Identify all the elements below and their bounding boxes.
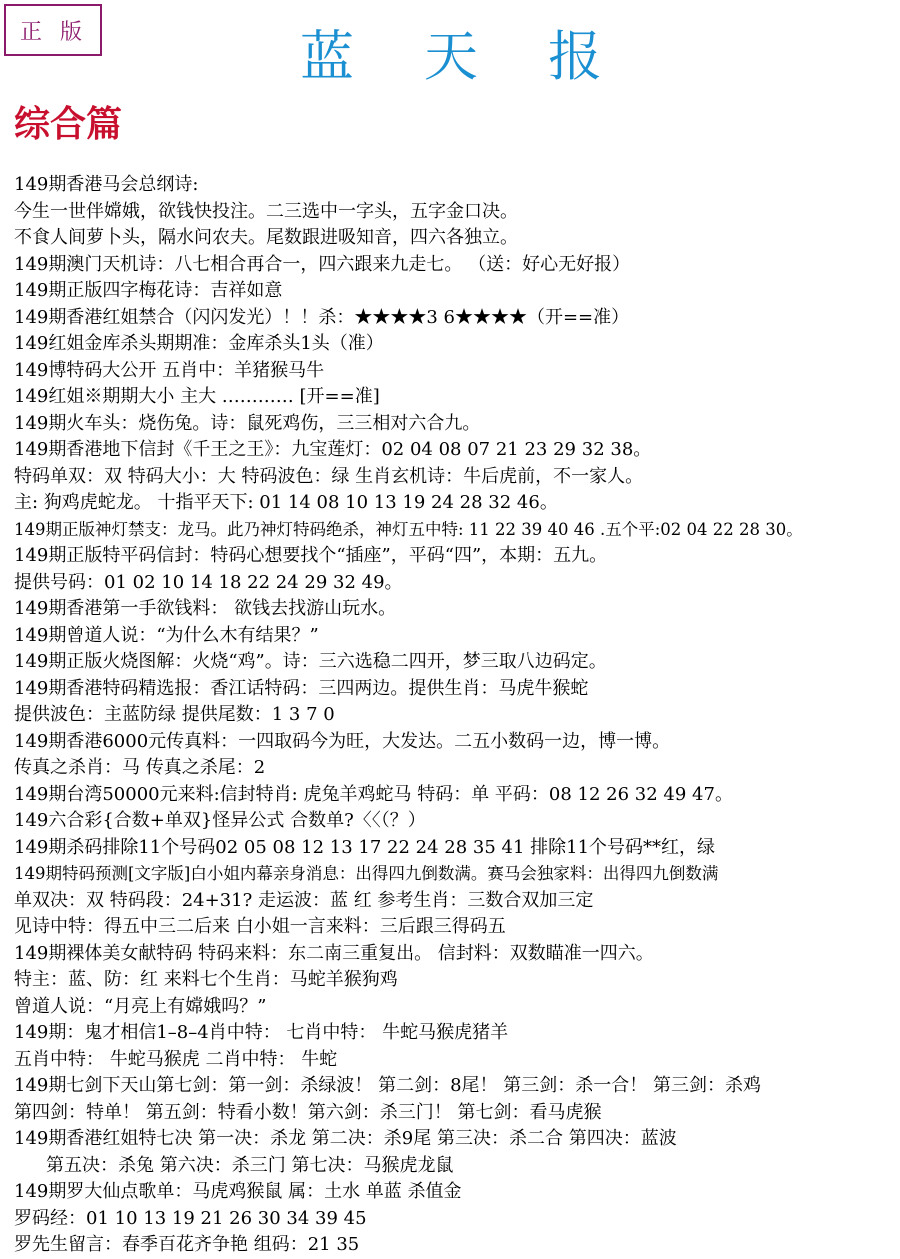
text-line: 149期正版特平码信封：特码心想要找个“插座”，平码“四”，本期：五九。: [14, 545, 608, 566]
text-line: 不食人间萝卜头，隔水问农夫。尾数跟进吸知音，四六各独立。: [14, 227, 518, 248]
text-line: 第五决：杀兔 第六决：杀三门 第七决：马猴虎龙鼠: [46, 1154, 454, 1176]
text-line: 149期特码预测[文字版]白小姐内幕亲身消息：出得四九倒数满。赛马会独家料：出得四九倒数满: [14, 864, 719, 883]
text-line: 149期正版神灯禁支：龙马。此乃神灯特码绝杀，神灯五中特: 11 22 39 40 46 .五个平:02 04 22 28 30。: [14, 519, 803, 539]
text-line: 149期火车头：烧伤兔。诗：鼠死鸡伤，三三相对六合九。: [14, 412, 481, 434]
text-line: 见诗中特：得五中三二后来 白小姐一言来料：三后跟三得码五: [14, 916, 506, 937]
text-line: 149红姐※期期大小 主大 ………… [开==准]: [14, 386, 380, 407]
text-line: 149期台湾50000元来料:信封特肖: 虎兔羊鸡蛇马 特码：单 平码：08 12 26 32 49 47。: [14, 783, 733, 805]
text-line: 单双决：双 特码段：24+31? 走运波：蓝 红 参考生肖：三数合双加三定: [14, 889, 594, 911]
text-line: 罗码经：01 10 13 19 21 26 30 34 39 45: [14, 1207, 367, 1229]
text-line: 149期杀码排除11个号码02 05 08 12 13 17 22 24 28 35 41 排除11个号码**红，绿: [14, 836, 716, 858]
text-line: 149期七剑下天山第七剑：第一剑：杀绿波！ 第二剑：8尾！ 第三剑：杀一合！ 第三剑：杀鸡: [14, 1075, 761, 1096]
text-line: 149期正版火烧图解：火烧“鸡”。诗：三六选稳二四开，梦三取八边码定。: [14, 651, 607, 672]
text-line: 特主：蓝、防：红 来料七个生肖：马蛇羊猴狗鸡: [14, 969, 398, 990]
text-line: 149期裸体美女献特码 特码来料：东二南三重复出。 信封料：双数瞄准一四六。: [14, 942, 654, 964]
text-line: 提供号码：01 02 10 14 18 22 24 29 32 49。: [14, 571, 403, 593]
text-line: 149期正版四字梅花诗：吉祥如意: [14, 280, 283, 301]
text-line: 提供波色：主蓝防绿 提供尾数：1 3 7 0: [14, 704, 335, 725]
text-line: 149期香港第一手欲钱料： 欲钱去找游山玩水。: [14, 598, 397, 619]
text-line: 第四剑：特单！ 第五剑：特看小数！第六剑：杀三门！ 第七剑：看马虎猴: [14, 1101, 602, 1123]
text-line: 特码单双：双 特码大小：大 特码波色：绿 生肖玄机诗：牛后虎前，不一家人。: [14, 465, 644, 487]
text-line: 149期香港特码精选报：香江话特码：三四两边。提供生肖：马虎牛猴蛇: [14, 677, 589, 699]
text-line: 149六合彩{合数+单双}怪异公式 合数单?〈〈（？）: [14, 810, 426, 831]
text-line: 149期：鬼才相信1–8–4肖中特： 七肖中特： 牛蛇马猴虎猪羊: [14, 1022, 509, 1043]
text-line: 罗先生留言：春季百花齐争艳 组码：21 35: [14, 1234, 360, 1255]
text-line: 149期罗大仙点歌单：马虎鸡猴鼠 属：土水 单蓝 杀值金: [14, 1181, 462, 1202]
text-line: 149红姐金库杀头期期准：金库杀头1头（准）: [14, 333, 384, 354]
text-line: 曾道人说：“月亮上有嫦娥吗？”: [14, 995, 267, 1017]
text-line: 149博特码大公开 五肖中：羊猪猴马牛: [14, 359, 325, 381]
text-line: 今生一世伴嫦娥，欲钱快投注。二三选中一字头，五字金口决。: [14, 200, 518, 222]
masthead-title: 蓝天报: [300, 25, 672, 88]
section-title: 综合篇: [14, 103, 123, 145]
text-line: 149期香港红姐特七决 第一决：杀龙 第二决：杀9尾 第三决：杀二合 第四决：蓝波: [14, 1128, 677, 1149]
text-line: 主: 狗鸡虎蛇龙。 十指平天下: 01 14 08 10 13 19 24 28 32 46。: [14, 492, 558, 513]
text-line: 149期香港红姐禁合（闪闪发光）！！杀：★★★★3 6★★★★（开==准）: [14, 306, 630, 328]
text-line: 149期澳门天机诗：八七相合再合一，四六跟来九走七。 （送：好心无好报）: [14, 253, 631, 275]
text-line: 149期香港马会总纲诗:: [14, 174, 199, 195]
edition-badge: 正版: [4, 4, 102, 56]
text-line: 149期曾道人说：“为什么木有结果？”: [14, 624, 319, 646]
text-line: 149期香港6000元传真料：一四取码今为旺，大发达。二五小数码一边，博一博。: [14, 730, 671, 752]
text-line: 149期香港地下信封《千王之王》：九宝莲灯：02 04 08 07 21 23 29 32 38。: [14, 439, 652, 460]
text-line: 传真之杀肖：马 传真之杀尾：2: [14, 757, 266, 778]
text-line: 五肖中特： 牛蛇马猴虎 二肖中特： 牛蛇: [14, 1048, 338, 1070]
content-lines: [14, 172, 898, 1259]
